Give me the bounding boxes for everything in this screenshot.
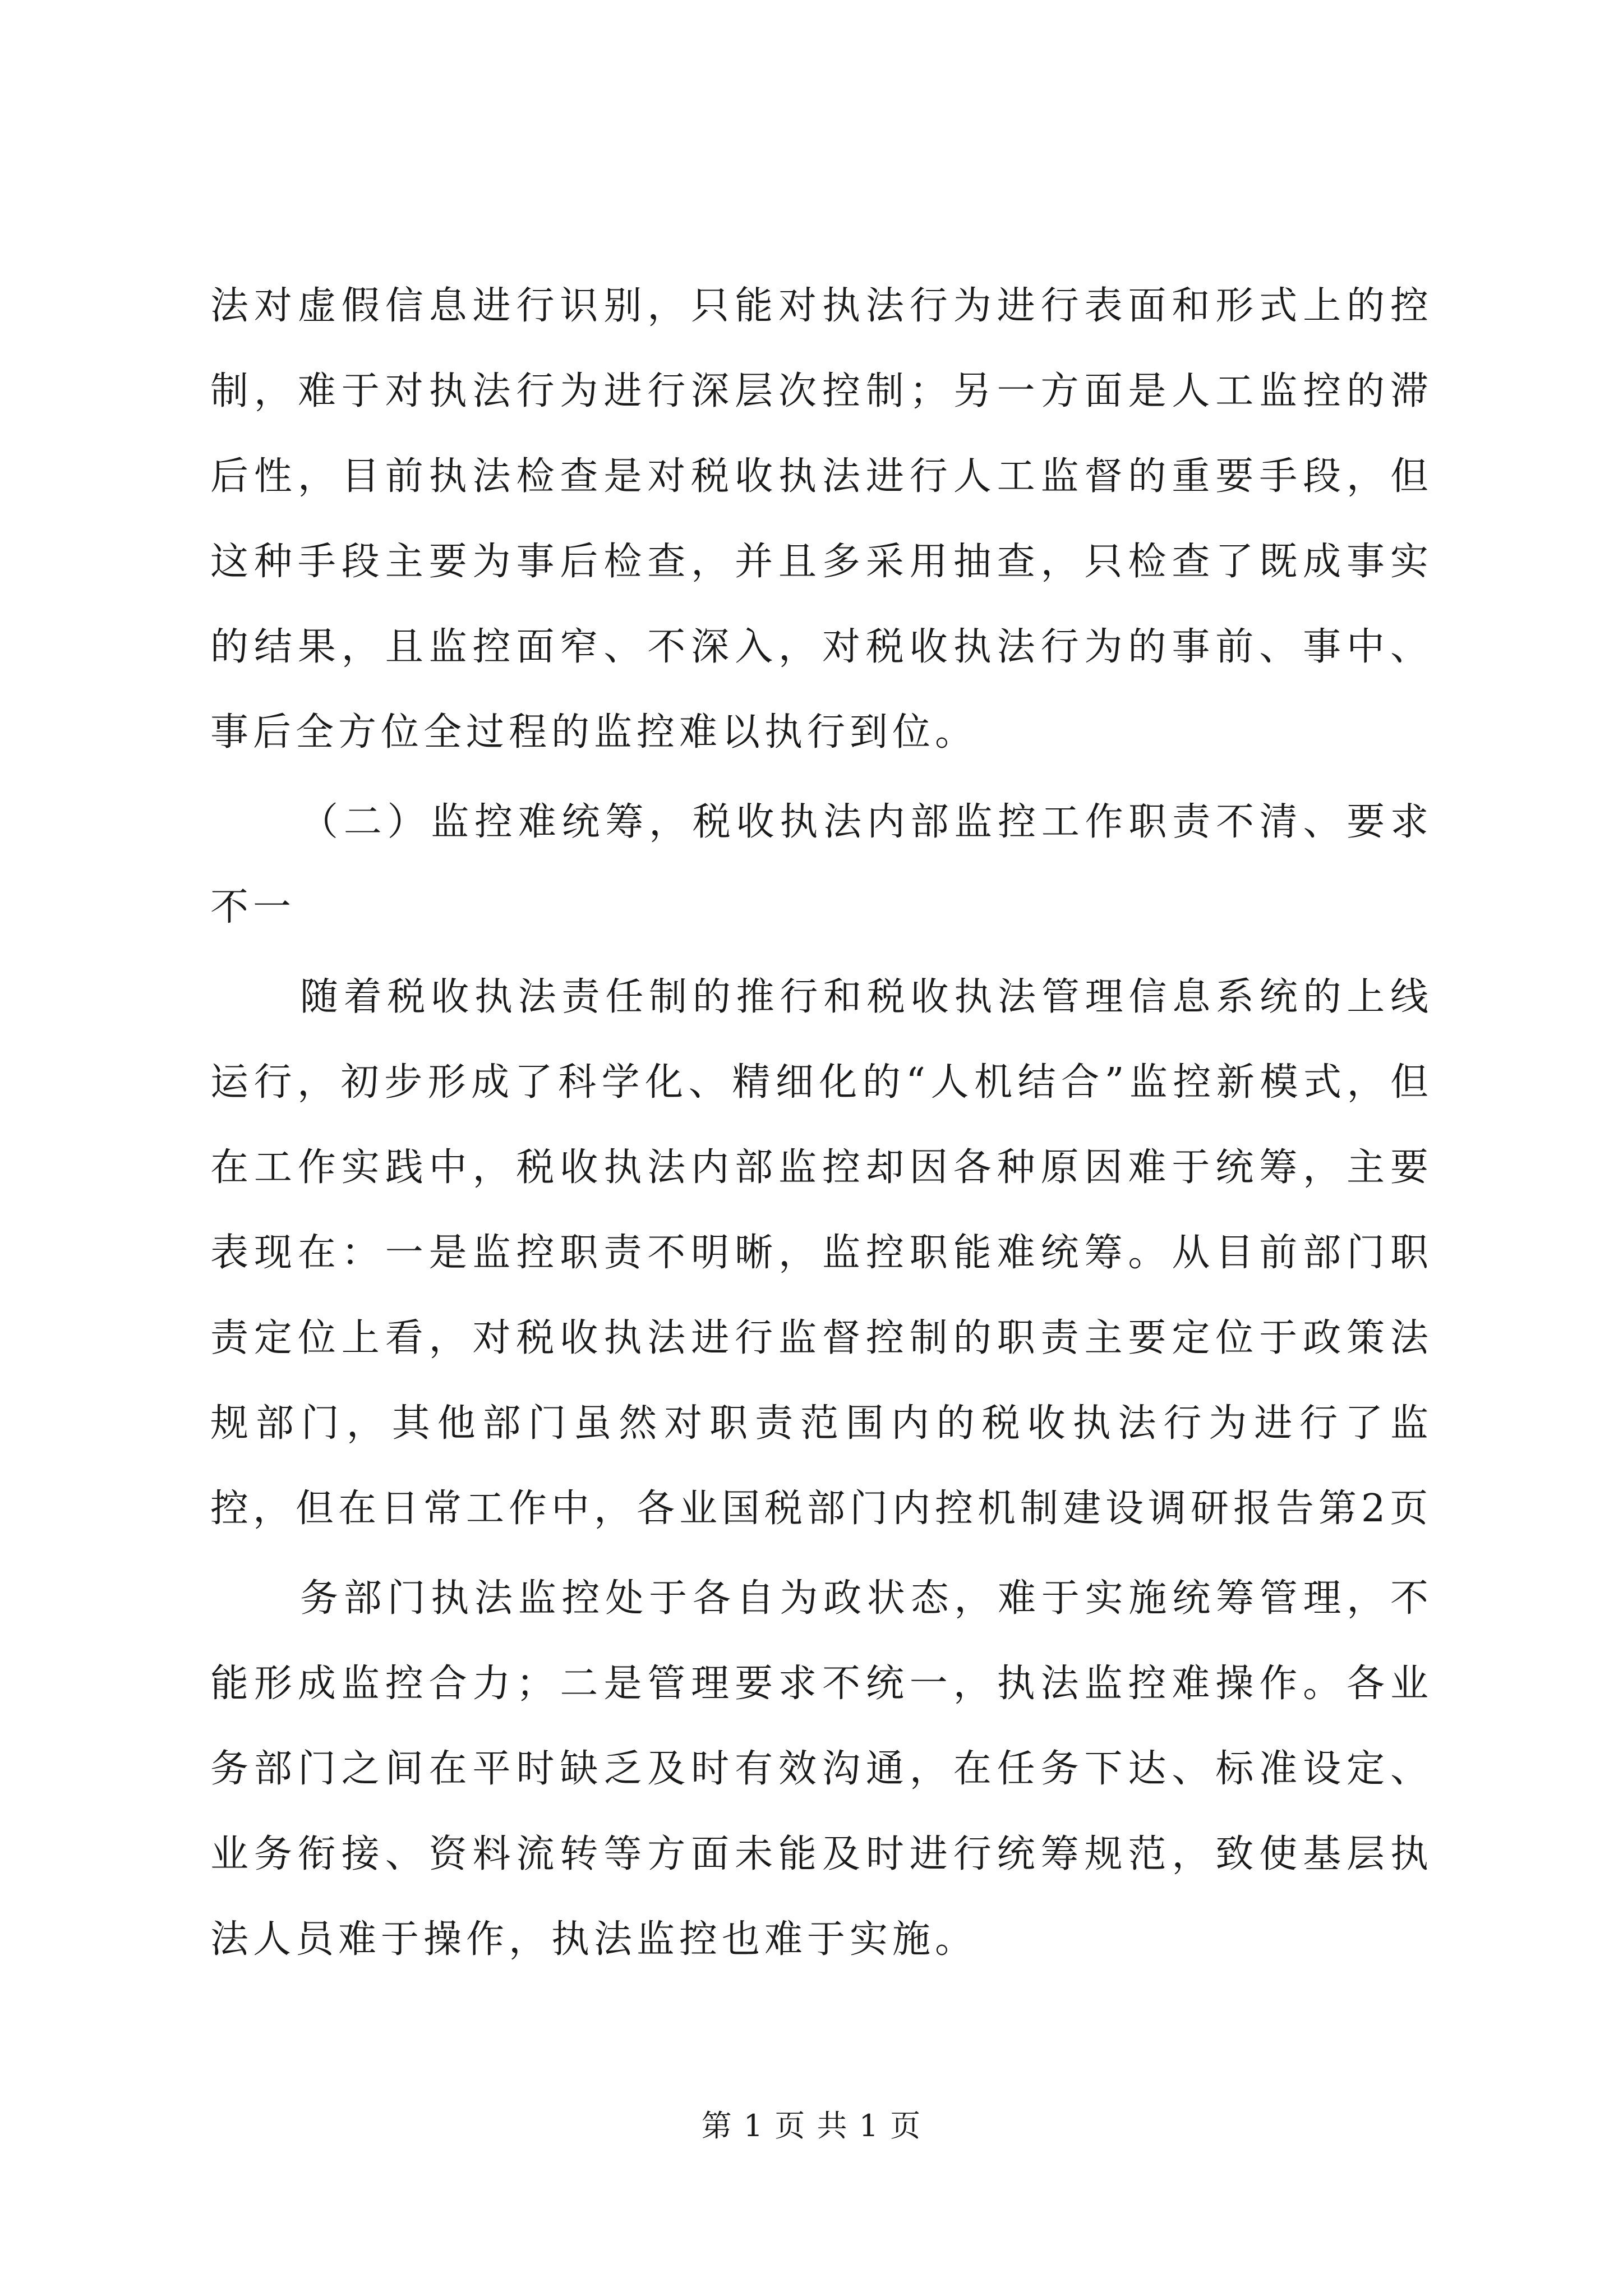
section-heading: （二）监控难统筹，税收执法内部监控工作职责不清、要求不一: [210, 800, 1433, 930]
paragraph: 随着税收执法责任制的推行和税收执法管理信息系统的上线运行，初步形成了科学化、精细化的“人机结合”监控新模式，但在工作实践中，税收执法内部监控却因各种原因难于统筹，主要表现在：一是监控职责不明晰，监控职能难统筹。从目前部门职责定位上看，对税收执法进行监督控制的职责主要定位于政策法规部门，其他部门虽然对职责范围内的税收执法行为进行了监控，但在日常工作中，各业国税部门内控机制建设调研报告第2页: [210, 975, 1433, 1531]
document-body: [210, 264, 1433, 1982]
page-footer: 第 1 页 共 1 页: [701, 2108, 922, 2143]
paragraph-continued: 法对虚假信息进行识别，只能对执法行为进行表面和形式上的控制，难于对执法行为进行深层次控制；另一方面是人工监控的滞后性，目前执法检查是对税收执法进行人工监督的重要手段，但这种手段主要为事后检查，并且多采用抽查，只检查了既成事实的结果，且监控面窄、不深入，对税收执法行为的事前、事中、事后全方位全过程的监控难以执行到位。: [210, 284, 1433, 754]
paragraph: 务部门执法监控处于各自为政状态，难于实施统筹管理，不能形成监控合力；二是管理要求不统一，执法监控难操作。各业务部门之间在平时缺乏及时有效沟通，在任务下达、标准设定、业务衔接、资料流转等方面未能及时进行统筹规范，致使基层执法人员难于操作，执法监控也难于实施。: [210, 1576, 1433, 1962]
